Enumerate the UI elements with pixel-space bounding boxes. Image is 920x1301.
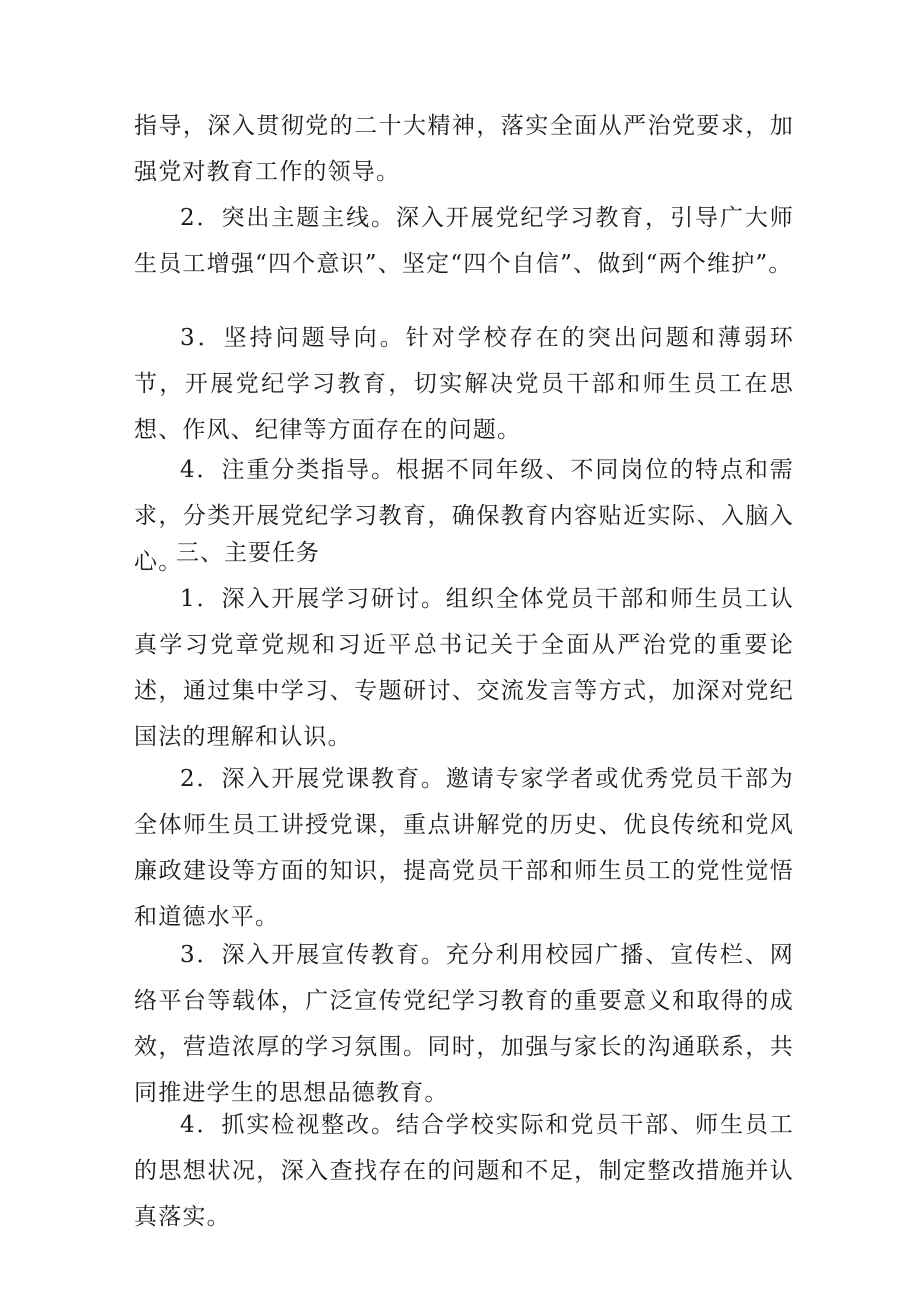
paragraph-task-3: 3．深入开展宣传教育。充分利用校园广播、宣传栏、网络平台等载体，广泛宣传党纪学习教育的重要意义和取得的成效，营造浓厚的学习氛围。同时，加强与家长的沟通联系，共同推进学生的思想品德教育。 (134, 942, 794, 1106)
paragraph-principle-4: 4．注重分类指导。根据不同年级、不同岗位的特点和需求，分类开展党纪学习教育，确保教育内容贴近实际、入脑入心。 (134, 457, 794, 575)
paragraph-principle-2: 2．突出主题主线。深入开展党纪学习教育，引导广大师生员工增强“四个意识”、坚定“四个自信”、做到“两个维护”。 (134, 205, 794, 277)
paragraph-principle-3: 3．坚持问题导向。针对学校存在的突出问题和薄弱环节，开展党纪学习教育，切实解决党员干部和师生员工在思想、作风、纪律等方面存在的问题。 (134, 325, 794, 443)
paragraph-task-4: 4．抓实检视整改。结合学校实际和党员干部、师生员工的思想状况，深入查找存在的问题和不足，制定整改措施并认真落实。 (134, 1112, 794, 1230)
section-heading-main-tasks: 三、主要任务 (176, 540, 320, 566)
paragraph-guidance-continued: 指导，深入贯彻党的二十大精神，落实全面从严治党要求，加强党对教育工作的领导。 (134, 113, 794, 185)
paragraph-task-2: 2．深入开展党课教育。邀请专家学者或优秀党员干部为全体师生员工讲授党课，重点讲解党的历史、优良传统和党风廉政建设等方面的知识，提高党员干部和师生员工的党性觉悟和道德水平。 (134, 766, 794, 930)
paragraph-task-1: 1．深入开展学习研讨。组织全体党员干部和师生员工认真学习党章党规和习近平总书记关于全面从严治党的重要论述，通过集中学习、专题研讨、交流发言等方式，加深对党纪国法的理解和认识。 (134, 586, 794, 750)
